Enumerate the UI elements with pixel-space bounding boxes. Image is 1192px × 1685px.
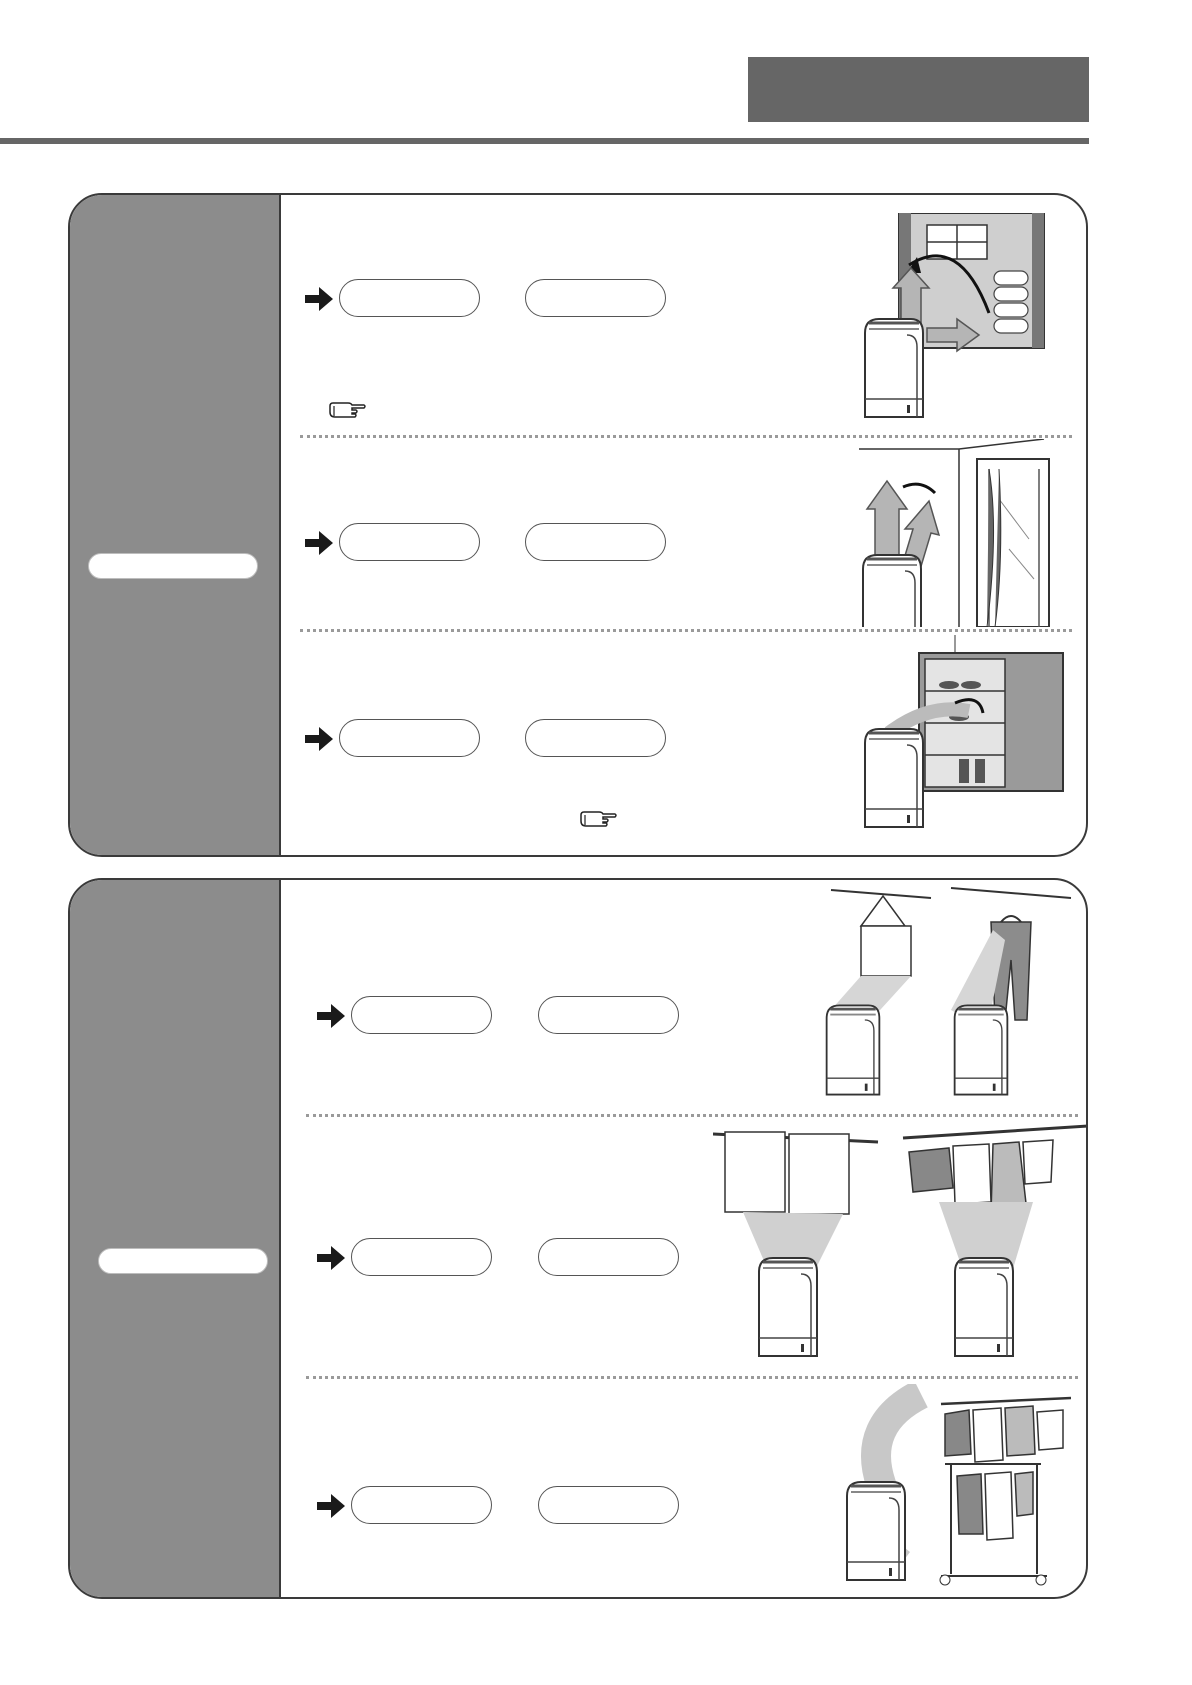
section-header-box (748, 57, 1089, 122)
arrow-icon (317, 1494, 345, 1518)
room-window-illustration (859, 439, 1059, 627)
mode-pill-2 (525, 719, 666, 757)
row-divider (306, 1114, 1078, 1117)
panel-1-side-label (88, 553, 258, 579)
panel-2-sidebar (70, 880, 281, 1597)
mode-pill-2 (525, 523, 666, 561)
panel-1-sidebar (70, 195, 281, 855)
mode-pill-1 (339, 279, 480, 317)
usage-panel-2 (68, 878, 1088, 1599)
panel-1-row-3 (281, 633, 1086, 853)
mode-pill-2 (525, 279, 666, 317)
drying-towels-shirts-illustration (713, 1122, 1088, 1362)
mode-pill-2 (538, 1486, 679, 1524)
panel-2-row-2 (281, 1118, 1086, 1368)
mode-pill-1 (339, 523, 480, 561)
usage-panel-1 (68, 193, 1088, 857)
mode-pill-1 (351, 1486, 492, 1524)
header-divider (0, 138, 1089, 144)
drying-hanging-clothes-illustration (801, 880, 1088, 1110)
pointing-hand-icon (328, 400, 366, 420)
row-divider (300, 435, 1072, 438)
arrow-icon (317, 1004, 345, 1028)
panel-1-row-1 (281, 195, 1086, 435)
row-divider (300, 629, 1072, 632)
mode-pill-1 (351, 1238, 492, 1276)
arrow-icon (317, 1246, 345, 1270)
closet-illustration (859, 213, 1049, 423)
arrow-icon (305, 727, 333, 751)
pointing-hand-icon (579, 809, 617, 829)
mode-pill-2 (538, 996, 679, 1034)
row-divider (306, 1376, 1078, 1379)
mode-pill-1 (339, 719, 480, 757)
shoe-cabinet-illustration (859, 633, 1064, 853)
arrow-icon (305, 531, 333, 555)
clothes-rack-illustration (841, 1384, 1071, 1590)
panel-2-row-3 (281, 1380, 1086, 1595)
panel-2-row-1 (281, 880, 1086, 1115)
panel-1-row-2 (281, 439, 1086, 629)
mode-pill-1 (351, 996, 492, 1034)
mode-pill-2 (538, 1238, 679, 1276)
panel-2-side-label (98, 1248, 268, 1274)
arrow-icon (305, 287, 333, 311)
